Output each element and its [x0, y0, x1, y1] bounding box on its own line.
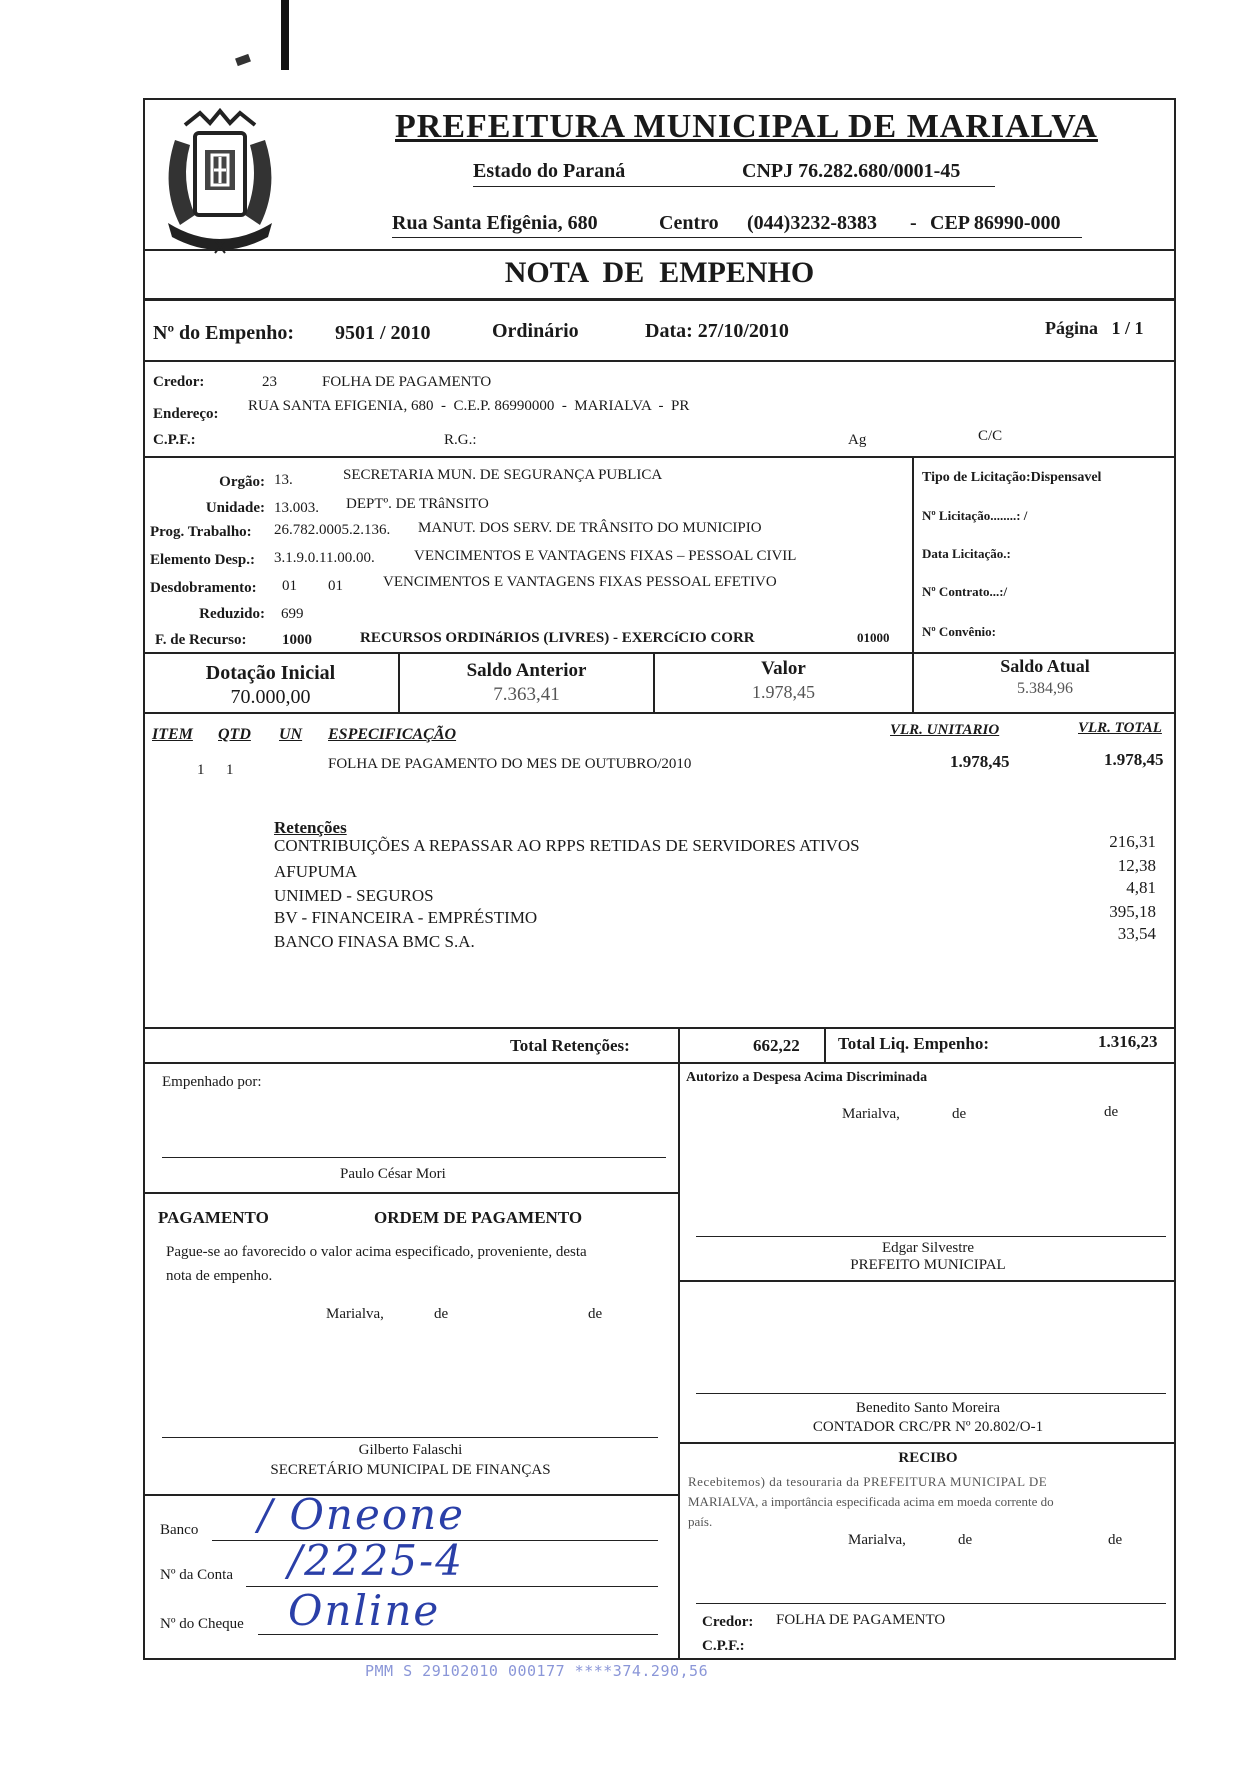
credor-code: 23	[262, 374, 277, 390]
total-retencoes-label: Total Retenções:	[510, 1036, 630, 1055]
rule	[678, 1062, 680, 1660]
col-vlr-unitario: VLR. UNITARIO	[890, 722, 1000, 738]
separator-dash: -	[910, 212, 917, 234]
header-underline-1	[473, 186, 995, 187]
rule	[143, 456, 1176, 458]
signature-line	[696, 1603, 1166, 1604]
prog-name: MANUT. DOS SERV. DE TRÂNSITO DO MUNICIPIO	[418, 520, 762, 536]
retencao-desc: AFUPUMA	[274, 862, 358, 881]
scan-mark-small	[235, 54, 251, 66]
fonte-label: F. de Recurso:	[155, 632, 247, 648]
conta-label: Nº da Conta	[160, 1567, 233, 1583]
scan-mark	[281, 0, 289, 70]
col-qtd: QTD	[218, 726, 251, 743]
endereco-label: Endereço:	[153, 406, 219, 422]
orgao-label: Orgão:	[219, 474, 265, 490]
desd-label: Desdobramento:	[150, 580, 257, 596]
item-description: FOLHA DE PAGAMENTO DO MES DE OUTUBRO/2010	[328, 756, 692, 772]
licitacao-data: Data Licitação.:	[922, 546, 1011, 561]
cc-label: C/C	[978, 428, 1003, 444]
dotacao-value: 70.000,00	[230, 686, 311, 708]
rule	[143, 360, 1176, 362]
rule	[678, 1280, 1176, 1282]
total-retencoes-value: 662,22	[753, 1036, 800, 1055]
secretario-name: Gilberto Falaschi	[358, 1442, 463, 1458]
prog-label: Prog. Trabalho:	[150, 524, 252, 540]
contador-role: CONTADOR CRC/PR Nº 20.802/O-1	[812, 1419, 1044, 1435]
orgao-code: 13.	[274, 472, 293, 488]
fonte-code: 1000	[282, 632, 312, 648]
ordem-pagamento-label: ORDEM DE PAGAMENTO	[374, 1208, 583, 1227]
conta-handwritten: /2225-4	[288, 1536, 464, 1585]
banco-label: Banco	[160, 1522, 199, 1538]
saldo-anterior-label: Saldo Anterior	[466, 660, 587, 681]
empenho-number: 9501 / 2010	[335, 322, 431, 344]
prefeito-name: Edgar Silvestre	[881, 1240, 975, 1256]
autorizo-city: Marialva,	[842, 1106, 900, 1122]
signature-line	[162, 1437, 658, 1438]
item-total-value: 1.978,45	[1104, 750, 1164, 769]
document-title: NOTA DE EMPENHO	[504, 256, 815, 289]
state-label: Estado do Paraná	[473, 160, 626, 182]
elem-label: Elemento Desp.:	[150, 552, 255, 568]
col-un: UN	[279, 726, 303, 743]
retencao-value: 216,31	[1109, 832, 1156, 851]
recibo-cpf-label: C.P.F.:	[702, 1638, 745, 1654]
item-unit-value: 1.978,45	[950, 752, 1010, 771]
retencao-value: 395,18	[1109, 902, 1156, 921]
elem-code: 3.1.9.0.11.00.00.	[274, 550, 375, 566]
signature-line	[162, 1157, 666, 1158]
dotacao-label: Dotação Inicial	[205, 662, 336, 684]
recibo-de-2: de	[1108, 1532, 1123, 1548]
endereco-value: RUA SANTA EFIGENIA, 680 - C.E.P. 86990000 - MARIALVA - PR	[248, 398, 690, 414]
district-label: Centro	[659, 212, 719, 234]
autorizo-label: Autorizo a Despesa Acima Discriminada	[686, 1070, 928, 1085]
empenhado-label: Empenhado por:	[162, 1074, 262, 1090]
credor-name: FOLHA DE PAGAMENTO	[322, 374, 492, 390]
autorizo-de-1: de	[952, 1106, 967, 1122]
pagamento-text-2: nota de empenho.	[166, 1268, 273, 1284]
licitacao-numero: Nº Licitação........: /	[922, 508, 1028, 523]
retencao-value: 12,38	[1117, 856, 1156, 875]
credor-label: Credor:	[153, 374, 205, 390]
cpf-label: C.P.F.:	[153, 432, 196, 448]
rule	[143, 1027, 1176, 1029]
recibo-text-3: país.	[688, 1514, 713, 1529]
rule	[143, 1192, 678, 1194]
pagamento-text-1: Pague-se ao favorecido o valor acima especificado, proveniente, desta	[166, 1244, 587, 1260]
empenho-date: Data: 27/10/2010	[645, 320, 789, 342]
rg-label: R.G.:	[444, 432, 477, 448]
cep-label: CEP 86990-000	[930, 212, 1061, 234]
recibo-city: Marialva,	[848, 1532, 906, 1548]
rule	[824, 1027, 826, 1062]
orgao-name: SECRETARIA MUN. DE SEGURANÇA PUBLICA	[343, 467, 663, 483]
ag-label: Ag	[848, 432, 867, 448]
unidade-label: Unidade:	[205, 500, 265, 516]
rule	[912, 456, 914, 656]
rule	[143, 298, 1176, 301]
contador-name: Benedito Santo Moreira	[855, 1400, 1001, 1416]
rule	[143, 712, 1176, 714]
empenho-type: Ordinário	[492, 320, 579, 342]
cheque-handwritten: Online	[288, 1586, 441, 1635]
licitacao-tipo: Tipo de Licitação:Dispensavel	[922, 470, 1102, 485]
header-underline-2	[392, 237, 1082, 238]
autorizo-de-2: de	[1104, 1104, 1119, 1120]
municipality-title: PREFEITURA MUNICIPAL DE MARIALVA	[395, 108, 1098, 145]
secretario-role: SECRETÁRIO MUNICIPAL DE FINANÇAS	[270, 1462, 551, 1478]
total-liquido-value: 1.316,23	[1098, 1032, 1158, 1051]
reduzido-label: Reduzido:	[199, 606, 265, 622]
recibo-de-1: de	[958, 1532, 973, 1548]
pagamento-city: Marialva,	[326, 1306, 384, 1322]
unidade-code: 13.003.	[274, 500, 319, 516]
retencoes-title: Retenções	[274, 818, 347, 837]
licitacao-convenio: Nº Convênio:	[922, 624, 996, 639]
empenhado-name: Paulo César Mori	[340, 1166, 446, 1182]
retencao-desc: BV - FINANCEIRA - EMPRÉSTIMO	[274, 908, 538, 927]
valor-value: 1.978,45	[752, 682, 815, 702]
signature-line	[696, 1236, 1166, 1237]
phone-label: (044)3232-8383	[747, 212, 877, 234]
col-especificacao: ESPECIFICAÇÃO	[328, 726, 457, 743]
saldo-atual-label: Saldo Atual	[1000, 656, 1090, 676]
pagamento-de-2: de	[588, 1306, 603, 1322]
recibo-text-2: MARIALVA, a importância especificada acima em moeda corrente do	[688, 1494, 1054, 1509]
retencao-desc: UNIMED - SEGUROS	[274, 886, 434, 905]
cnpj-label: CNPJ 76.282.680/0001-45	[742, 160, 961, 182]
saldo-atual-value: 5.384,96	[1017, 680, 1073, 697]
cheque-label: Nº do Cheque	[160, 1616, 244, 1632]
col-item: ITEM	[152, 726, 193, 743]
signature-line	[696, 1393, 1166, 1394]
recibo-text-1: Recebitemos) da tesouraria da PREFEITURA MUNICIPAL DE	[688, 1474, 1048, 1489]
fonte-number: 01000	[857, 630, 890, 645]
recibo-title: RECIBO	[898, 1450, 958, 1466]
recibo-credor-label: Credor:	[702, 1614, 754, 1630]
total-liquido-label: Total Liq. Empenho:	[838, 1034, 989, 1053]
item-qtd: 1	[226, 762, 234, 778]
retencao-desc: BANCO FINASA BMC S.A.	[274, 932, 475, 951]
item-number: 1	[197, 762, 205, 778]
rule	[143, 249, 1176, 251]
street-label: Rua Santa Efigênia, 680	[392, 212, 598, 234]
unidade-name: DEPTº. DE TRâNSITO	[346, 496, 489, 512]
pagamento-de-1: de	[434, 1306, 449, 1322]
recibo-credor-value: FOLHA DE PAGAMENTO	[776, 1612, 946, 1628]
prog-code: 26.782.0005.2.136.	[274, 522, 391, 538]
rule	[143, 652, 1176, 654]
fonte-name: RECURSOS ORDINáRIOS (LIVRES) - EXERCíCIO CORR	[360, 630, 755, 646]
page-number: Página 1 / 1	[1045, 318, 1144, 338]
retencao-value: 4,81	[1126, 878, 1156, 897]
col-vlr-total: VLR. TOTAL	[1078, 720, 1162, 736]
payment-stamp: PMM S 29102010 000177 ****374.290,56	[365, 1662, 709, 1680]
rule	[678, 1442, 1176, 1444]
saldo-anterior-value: 7.363,41	[493, 684, 560, 705]
retencao-desc: CONTRIBUIÇÕES A REPASSAR AO RPPS RETIDAS DE SERVIDORES ATIVOS	[274, 836, 860, 855]
licitacao-contrato: Nº Contrato...:/	[922, 584, 1008, 599]
empenho-label: Nº do Empenho:	[153, 322, 295, 344]
banco-handwritten: / Oneone	[258, 1490, 466, 1539]
desd-code-1: 01	[282, 578, 297, 594]
rule	[678, 1027, 680, 1062]
elem-name: VENCIMENTOS E VANTAGENS FIXAS – PESSOAL CIVIL	[414, 548, 797, 564]
prefeito-role: PREFEITO MUNICIPAL	[850, 1257, 1006, 1273]
valor-label: Valor	[761, 658, 806, 679]
pagamento-label: PAGAMENTO	[158, 1208, 269, 1227]
desd-name: VENCIMENTOS E VANTAGENS FIXAS PESSOAL EFETIVO	[383, 574, 777, 590]
rule	[143, 1062, 1176, 1064]
reduzido-code: 699	[281, 606, 304, 622]
crest-icon	[150, 105, 290, 255]
desd-code-2: 01	[328, 578, 343, 594]
retencao-value: 33,54	[1117, 924, 1156, 943]
